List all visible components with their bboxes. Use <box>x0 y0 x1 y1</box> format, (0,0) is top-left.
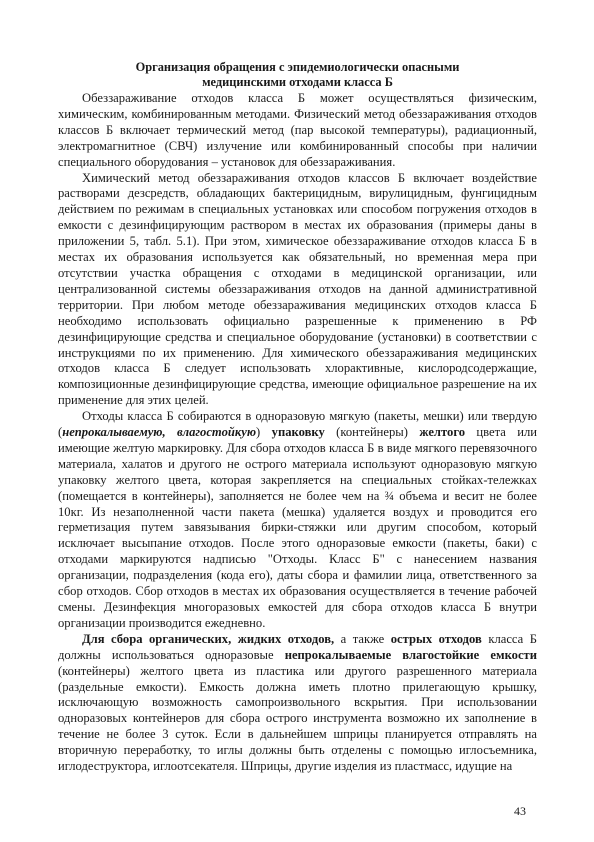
document-page <box>58 60 537 775</box>
emphasis-yellow: желтого <box>419 425 466 440</box>
emphasis-organic-liquid: Для сбора органических, жидких отходов, <box>82 631 335 646</box>
section-title-line-1: Организация обращения с эпидемиологически опасными <box>135 60 460 74</box>
paragraph-collection-packaging <box>58 409 537 632</box>
page-number: 43 <box>514 804 526 818</box>
text-run: класса Б должны использоваться одноразовые <box>58 631 537 662</box>
emphasis-packaging: упаковку <box>271 425 325 440</box>
text-run: ) <box>256 425 272 440</box>
emphasis-puncture-proof: непрокалываемую, влагостойкую <box>62 425 257 440</box>
text-run: (контейнеры) <box>324 425 420 440</box>
text-run: Отходы класса Б собираются в одноразовую мягкую (пакеты, мешки) или твердую ( <box>58 409 537 440</box>
paragraph-sharp-waste <box>58 632 537 775</box>
emphasis-containers: непрокалываемые влагостойкие емкости <box>284 647 537 662</box>
section-title <box>58 60 537 90</box>
text-run: а также <box>334 631 391 646</box>
paragraph-chemical-method: Химический метод обеззараживания отходов классов Б включает воздействие растворами дезсредств, обладающих бактерицидным, вирулицидным, фунгицидным действием по режимам в специальных установках или способом погружения отходов в емкости с дезинфицирующим раствором в местах их образования (примеры даны в приложении 5, табл. 5.1). При этом, химическое обеззараживание отходов класса Б в местах их образования используется как обязательный, но временная мера при отсутствии участка обращения с отходами в медицинской организации, или централизованной системы обеззараживания отходов на данной административной территории. При любом методе обеззараживания медицинских отходов класса Б необходимо использовать официально разрешенные к применению в РФ дезинфицирующие средства и специальное оборудование (установки) в соответствии с инструкциями по их применению. Для химического обеззараживания медицинских отходов класса Б следует использовать хлорактивные, кислородсодержащие, композиционные дезинфицирующие средства, имеющие официальное разрешение на их применение для этих целей. <box>58 170 537 408</box>
section-title-line-2: медицинскими отходами класса Б <box>202 75 393 89</box>
paragraph-physical-method: Обеззараживание отходов класса Б может осуществляться физическим, химическим, комбинированным методами. Физический метод обеззараживания отходов классов Б включает термический метод (пар высокой температуры), радиационный, электромагнитное (СВЧ) излучение или комбинированный способы при наличии специального оборудования – установок для обеззараживания. <box>58 91 537 169</box>
text-run: (контейнеры) желтого цвета из пластика или другого разрешенного материала (раздельные емкости). Емкость должна иметь плотно прилегающую крышку, исключающую возможность самопроизвольного вскрытия. При использовании одноразовых контейнеров для сбора острого инструмента возможно их заполнение в течение не более 3 суток. Если в дальнейшем шприцы планируется отправлять на вторичную переработку, то иглы должны быть отделены с помощью иглосъемника, иглодеструктора, иглоотсекателя. Шприцы, другие изделия из пластмасс, идущие на <box>58 663 537 774</box>
emphasis-sharp-waste: острых отходов <box>390 631 482 646</box>
text-run: цвета или имеющие желтую маркировку. Для сбора отходов класса Б в виде мягкого перевязочного материала, халатов и другого не острого материала используют одноразовую мягкую упаковку желтого цвета, которая закрепляется на специальных стойках-тележках (помещается в контейнеры), заполняется не более чем на ¾ объема и весит не более 10кг. Из незаполненной части пакета (мешка) удаляется воздух и проводится его герметизация путем завязывания бирки-стяжки или другим способом, который исключает высыпание отходов. После этого одноразовые емкости (пакеты, баки) с отходами маркируются надписью "Отходы. Класс Б" с нанесением названия организации, подразделения (кода его), даты сбора и фамилии лица, ответственного за сбор отходов. Сбор отходов в местах их образования осуществляется в течение рабочей смены. Дезинфекция многоразовых емкостей для сбора отходов класса Б внутри организации производится ежедневно. <box>58 425 538 630</box>
